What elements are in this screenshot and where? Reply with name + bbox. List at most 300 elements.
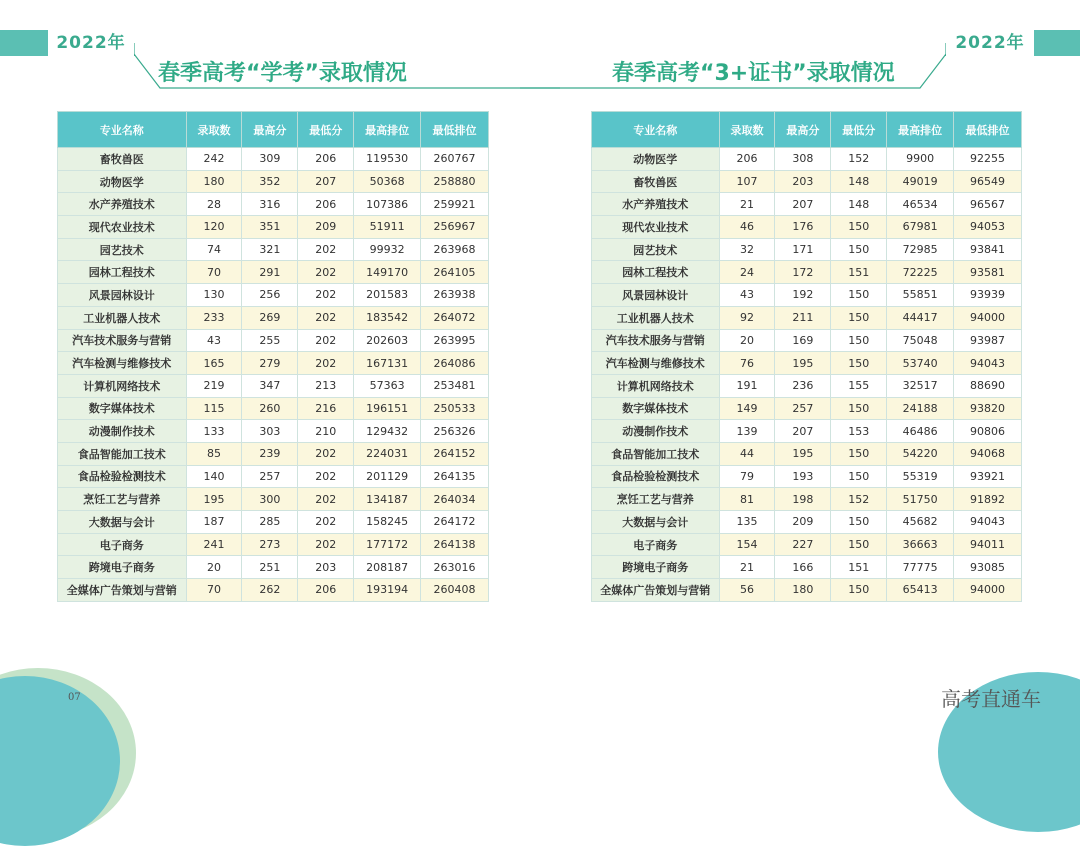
value-cell: 54220 [887, 442, 954, 465]
table-row [58, 284, 489, 307]
value-cell: 140 [186, 465, 242, 488]
value-cell: 154 [719, 533, 775, 556]
value-cell: 32 [719, 238, 775, 261]
value-cell: 208187 [354, 556, 421, 579]
table-row [58, 148, 489, 171]
value-cell: 56 [719, 579, 775, 602]
table-row [58, 488, 489, 511]
value-cell: 119530 [354, 148, 421, 171]
table-row [592, 284, 1022, 307]
major-name-cell: 电子商务 [58, 533, 187, 556]
value-cell: 92255 [954, 148, 1022, 171]
value-cell: 263995 [421, 329, 489, 352]
value-cell: 202 [298, 442, 354, 465]
major-name-cell: 风景园林设计 [592, 284, 720, 307]
value-cell: 151 [831, 261, 887, 284]
value-cell: 92 [719, 306, 775, 329]
value-cell: 242 [186, 148, 242, 171]
value-cell: 85 [186, 442, 242, 465]
value-cell: 210 [298, 420, 354, 443]
table-row [592, 420, 1022, 443]
value-cell: 155 [831, 374, 887, 397]
table-row [58, 261, 489, 284]
column-header: 专业名称 [58, 112, 187, 148]
value-cell: 150 [831, 397, 887, 420]
value-cell: 202 [298, 238, 354, 261]
value-cell: 172 [775, 261, 831, 284]
value-cell: 201129 [354, 465, 421, 488]
page-title-right: 春季高考“3+证书”录取情况 [612, 61, 895, 86]
value-cell: 130 [186, 284, 242, 307]
value-cell: 49019 [887, 170, 954, 193]
value-cell: 139 [719, 420, 775, 443]
value-cell: 264086 [421, 352, 489, 375]
value-cell: 72985 [887, 238, 954, 261]
value-cell: 43 [719, 284, 775, 307]
value-cell: 107 [719, 170, 775, 193]
table-row [58, 533, 489, 556]
table-row [58, 579, 489, 602]
value-cell: 291 [242, 261, 298, 284]
value-cell: 150 [831, 511, 887, 534]
value-cell: 195 [186, 488, 242, 511]
value-cell: 285 [242, 511, 298, 534]
value-cell: 203 [775, 170, 831, 193]
value-cell: 176 [775, 216, 831, 239]
value-cell: 264105 [421, 261, 489, 284]
major-name-cell: 跨境电子商务 [58, 556, 187, 579]
table-row [58, 352, 489, 375]
value-cell: 21 [719, 193, 775, 216]
value-cell: 233 [186, 306, 242, 329]
year-tab-left [0, 30, 48, 56]
value-cell: 253481 [421, 374, 489, 397]
value-cell: 263938 [421, 284, 489, 307]
value-cell: 269 [242, 306, 298, 329]
table-row [592, 261, 1022, 284]
value-cell: 209 [775, 511, 831, 534]
value-cell: 94043 [954, 352, 1022, 375]
value-cell: 187 [186, 511, 242, 534]
value-cell: 202 [298, 511, 354, 534]
major-name-cell: 动物医学 [592, 148, 720, 171]
value-cell: 76 [719, 352, 775, 375]
value-cell: 259921 [421, 193, 489, 216]
value-cell: 264034 [421, 488, 489, 511]
value-cell: 347 [242, 374, 298, 397]
value-cell: 300 [242, 488, 298, 511]
value-cell: 51750 [887, 488, 954, 511]
value-cell: 21 [719, 556, 775, 579]
value-cell: 20 [186, 556, 242, 579]
major-name-cell: 数字媒体技术 [58, 397, 187, 420]
major-name-cell: 烹饪工艺与营养 [58, 488, 187, 511]
table-row [58, 374, 489, 397]
value-cell: 44 [719, 442, 775, 465]
major-name-cell: 风景园林设计 [58, 284, 187, 307]
value-cell: 133 [186, 420, 242, 443]
value-cell: 191 [719, 374, 775, 397]
value-cell: 263968 [421, 238, 489, 261]
value-cell: 202 [298, 533, 354, 556]
major-name-cell: 电子商务 [592, 533, 720, 556]
value-cell: 202 [298, 261, 354, 284]
value-cell: 72225 [887, 261, 954, 284]
value-cell: 120 [186, 216, 242, 239]
value-cell: 206 [298, 579, 354, 602]
major-name-cell: 全媒体广告策划与营销 [58, 579, 187, 602]
major-name-cell: 全媒体广告策划与营销 [592, 579, 720, 602]
value-cell: 152 [831, 488, 887, 511]
year-label-right: 2022年 [946, 30, 1034, 56]
major-name-cell: 现代农业技术 [592, 216, 720, 239]
value-cell: 202603 [354, 329, 421, 352]
value-cell: 195 [775, 352, 831, 375]
value-cell: 93987 [954, 329, 1022, 352]
value-cell: 93820 [954, 397, 1022, 420]
admission-table-3plus-certificate [591, 111, 1022, 602]
value-cell: 206 [298, 193, 354, 216]
value-cell: 24 [719, 261, 775, 284]
value-cell: 150 [831, 284, 887, 307]
value-cell: 9900 [887, 148, 954, 171]
value-cell: 150 [831, 216, 887, 239]
value-cell: 88690 [954, 374, 1022, 397]
table-row [58, 397, 489, 420]
value-cell: 44417 [887, 306, 954, 329]
value-cell: 150 [831, 329, 887, 352]
value-cell: 134187 [354, 488, 421, 511]
value-cell: 273 [242, 533, 298, 556]
value-cell: 213 [298, 374, 354, 397]
value-cell: 209 [298, 216, 354, 239]
table-row [58, 420, 489, 443]
column-header: 最低排位 [421, 112, 489, 148]
major-name-cell: 食品检验检测技术 [592, 465, 720, 488]
value-cell: 149 [719, 397, 775, 420]
value-cell: 257 [775, 397, 831, 420]
table-row [58, 193, 489, 216]
value-cell: 151 [831, 556, 887, 579]
value-cell: 167131 [354, 352, 421, 375]
value-cell: 93085 [954, 556, 1022, 579]
watermark-text: 高考直通车 [941, 687, 1041, 711]
table-row [592, 556, 1022, 579]
column-header: 最低排位 [954, 112, 1022, 148]
major-name-cell: 数字媒体技术 [592, 397, 720, 420]
table-row [592, 442, 1022, 465]
value-cell: 93939 [954, 284, 1022, 307]
major-name-cell: 现代农业技术 [58, 216, 187, 239]
table-header-row [58, 112, 489, 148]
value-cell: 202 [298, 352, 354, 375]
value-cell: 135 [719, 511, 775, 534]
page-number: 07 [68, 692, 81, 703]
value-cell: 107386 [354, 193, 421, 216]
value-cell: 264172 [421, 511, 489, 534]
value-cell: 279 [242, 352, 298, 375]
value-cell: 65413 [887, 579, 954, 602]
value-cell: 195 [775, 442, 831, 465]
value-cell: 152 [831, 148, 887, 171]
value-cell: 99932 [354, 238, 421, 261]
value-cell: 256 [242, 284, 298, 307]
value-cell: 264072 [421, 306, 489, 329]
table-row [592, 533, 1022, 556]
value-cell: 202 [298, 488, 354, 511]
value-cell: 192 [775, 284, 831, 307]
value-cell: 351 [242, 216, 298, 239]
major-name-cell: 动漫制作技术 [58, 420, 187, 443]
column-header: 最高排位 [354, 112, 421, 148]
table-row [58, 306, 489, 329]
value-cell: 239 [242, 442, 298, 465]
value-cell: 96549 [954, 170, 1022, 193]
column-header: 最高排位 [887, 112, 954, 148]
value-cell: 150 [831, 533, 887, 556]
major-name-cell: 大数据与会计 [58, 511, 187, 534]
table-row [592, 511, 1022, 534]
value-cell: 241 [186, 533, 242, 556]
major-name-cell: 食品检验检测技术 [58, 465, 187, 488]
value-cell: 202 [298, 306, 354, 329]
column-header: 最低分 [831, 112, 887, 148]
value-cell: 32517 [887, 374, 954, 397]
value-cell: 202 [298, 329, 354, 352]
major-name-cell: 园艺技术 [592, 238, 720, 261]
value-cell: 260408 [421, 579, 489, 602]
major-name-cell: 园林工程技术 [58, 261, 187, 284]
value-cell: 70 [186, 261, 242, 284]
major-name-cell: 汽车技术服务与营销 [58, 329, 187, 352]
value-cell: 45682 [887, 511, 954, 534]
column-header: 录取数 [719, 112, 775, 148]
table-row [592, 170, 1022, 193]
major-name-cell: 烹饪工艺与营养 [592, 488, 720, 511]
major-name-cell: 畜牧兽医 [58, 148, 187, 171]
table-row [58, 238, 489, 261]
value-cell: 219 [186, 374, 242, 397]
major-name-cell: 动物医学 [58, 170, 187, 193]
value-cell: 309 [242, 148, 298, 171]
value-cell: 150 [831, 465, 887, 488]
value-cell: 165 [186, 352, 242, 375]
value-cell: 193 [775, 465, 831, 488]
value-cell: 94000 [954, 579, 1022, 602]
table-row [592, 579, 1022, 602]
value-cell: 70 [186, 579, 242, 602]
value-cell: 75048 [887, 329, 954, 352]
table-row [592, 193, 1022, 216]
value-cell: 201583 [354, 284, 421, 307]
major-name-cell: 跨境电子商务 [592, 556, 720, 579]
table-row [592, 216, 1022, 239]
table-row [58, 442, 489, 465]
value-cell: 53740 [887, 352, 954, 375]
value-cell: 96567 [954, 193, 1022, 216]
value-cell: 51911 [354, 216, 421, 239]
value-cell: 77775 [887, 556, 954, 579]
value-cell: 308 [775, 148, 831, 171]
major-name-cell: 大数据与会计 [592, 511, 720, 534]
value-cell: 256326 [421, 420, 489, 443]
value-cell: 177172 [354, 533, 421, 556]
value-cell: 262 [242, 579, 298, 602]
value-cell: 207 [775, 420, 831, 443]
value-cell: 264152 [421, 442, 489, 465]
table-row [592, 306, 1022, 329]
value-cell: 264135 [421, 465, 489, 488]
value-cell: 216 [298, 397, 354, 420]
value-cell: 94043 [954, 511, 1022, 534]
value-cell: 28 [186, 193, 242, 216]
table-row [592, 352, 1022, 375]
major-name-cell: 汽车检测与维修技术 [592, 352, 720, 375]
value-cell: 196151 [354, 397, 421, 420]
major-name-cell: 园林工程技术 [592, 261, 720, 284]
major-name-cell: 计算机网络技术 [592, 374, 720, 397]
admission-table-xuekao [57, 111, 489, 602]
value-cell: 55319 [887, 465, 954, 488]
column-header: 最高分 [775, 112, 831, 148]
major-name-cell: 工业机器人技术 [592, 306, 720, 329]
value-cell: 81 [719, 488, 775, 511]
value-cell: 183542 [354, 306, 421, 329]
value-cell: 236 [775, 374, 831, 397]
value-cell: 150 [831, 352, 887, 375]
value-cell: 150 [831, 579, 887, 602]
value-cell: 169 [775, 329, 831, 352]
value-cell: 224031 [354, 442, 421, 465]
major-name-cell: 水产养殖技术 [592, 193, 720, 216]
value-cell: 180 [775, 579, 831, 602]
value-cell: 115 [186, 397, 242, 420]
value-cell: 202 [298, 465, 354, 488]
value-cell: 150 [831, 238, 887, 261]
major-name-cell: 食品智能加工技术 [58, 442, 187, 465]
value-cell: 303 [242, 420, 298, 443]
value-cell: 94000 [954, 306, 1022, 329]
value-cell: 94053 [954, 216, 1022, 239]
value-cell: 352 [242, 170, 298, 193]
value-cell: 257 [242, 465, 298, 488]
value-cell: 198 [775, 488, 831, 511]
value-cell: 46534 [887, 193, 954, 216]
table-row [58, 465, 489, 488]
value-cell: 166 [775, 556, 831, 579]
value-cell: 55851 [887, 284, 954, 307]
value-cell: 207 [298, 170, 354, 193]
value-cell: 91892 [954, 488, 1022, 511]
value-cell: 79 [719, 465, 775, 488]
major-name-cell: 动漫制作技术 [592, 420, 720, 443]
year-label-left: 2022年 [48, 30, 134, 56]
value-cell: 129432 [354, 420, 421, 443]
table-row [592, 329, 1022, 352]
table-row [58, 556, 489, 579]
value-cell: 43 [186, 329, 242, 352]
value-cell: 93921 [954, 465, 1022, 488]
major-name-cell: 园艺技术 [58, 238, 187, 261]
value-cell: 74 [186, 238, 242, 261]
value-cell: 94068 [954, 442, 1022, 465]
value-cell: 227 [775, 533, 831, 556]
major-name-cell: 计算机网络技术 [58, 374, 187, 397]
table-header-row [592, 112, 1022, 148]
value-cell: 250533 [421, 397, 489, 420]
major-name-cell: 汽车技术服务与营销 [592, 329, 720, 352]
value-cell: 57363 [354, 374, 421, 397]
value-cell: 206 [719, 148, 775, 171]
major-name-cell: 畜牧兽医 [592, 170, 720, 193]
value-cell: 149170 [354, 261, 421, 284]
value-cell: 67981 [887, 216, 954, 239]
value-cell: 260767 [421, 148, 489, 171]
value-cell: 203 [298, 556, 354, 579]
value-cell: 90806 [954, 420, 1022, 443]
value-cell: 93581 [954, 261, 1022, 284]
value-cell: 207 [775, 193, 831, 216]
column-header: 专业名称 [592, 112, 720, 148]
value-cell: 211 [775, 306, 831, 329]
table-row [58, 511, 489, 534]
table-row [58, 170, 489, 193]
value-cell: 36663 [887, 533, 954, 556]
table-row [592, 238, 1022, 261]
value-cell: 260 [242, 397, 298, 420]
value-cell: 206 [298, 148, 354, 171]
table-row [592, 374, 1022, 397]
value-cell: 256967 [421, 216, 489, 239]
table-row [592, 148, 1022, 171]
value-cell: 153 [831, 420, 887, 443]
value-cell: 148 [831, 170, 887, 193]
value-cell: 150 [831, 442, 887, 465]
value-cell: 20 [719, 329, 775, 352]
value-cell: 171 [775, 238, 831, 261]
value-cell: 50368 [354, 170, 421, 193]
table-row [58, 329, 489, 352]
table-row [58, 216, 489, 239]
value-cell: 180 [186, 170, 242, 193]
value-cell: 251 [242, 556, 298, 579]
column-header: 最低分 [298, 112, 354, 148]
column-header: 录取数 [186, 112, 242, 148]
value-cell: 148 [831, 193, 887, 216]
value-cell: 316 [242, 193, 298, 216]
value-cell: 150 [831, 306, 887, 329]
column-header: 最高分 [242, 112, 298, 148]
page-title-left: 春季高考“学考”录取情况 [158, 61, 407, 86]
value-cell: 321 [242, 238, 298, 261]
value-cell: 93841 [954, 238, 1022, 261]
value-cell: 264138 [421, 533, 489, 556]
value-cell: 94011 [954, 533, 1022, 556]
value-cell: 202 [298, 284, 354, 307]
value-cell: 258880 [421, 170, 489, 193]
value-cell: 46486 [887, 420, 954, 443]
year-tab-right [1034, 30, 1080, 56]
value-cell: 158245 [354, 511, 421, 534]
table-row [592, 488, 1022, 511]
value-cell: 24188 [887, 397, 954, 420]
table-row [592, 397, 1022, 420]
major-name-cell: 汽车检测与维修技术 [58, 352, 187, 375]
value-cell: 193194 [354, 579, 421, 602]
value-cell: 263016 [421, 556, 489, 579]
value-cell: 255 [242, 329, 298, 352]
value-cell: 46 [719, 216, 775, 239]
